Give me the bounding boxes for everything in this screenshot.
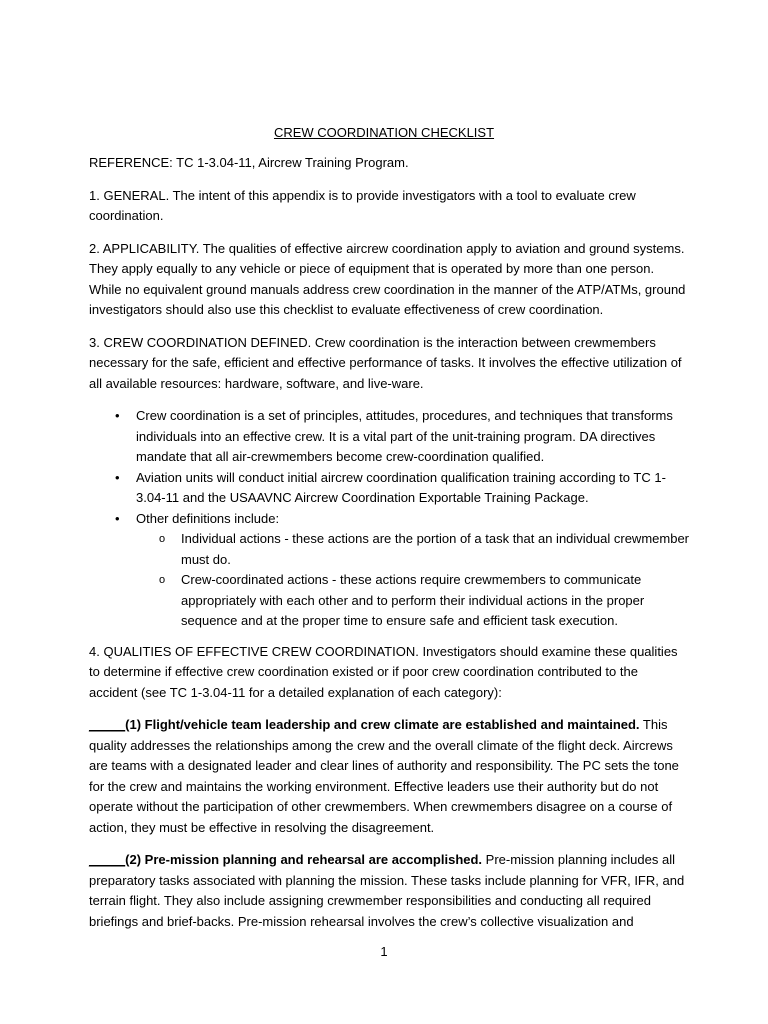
circle-bullet-icon: o (159, 574, 166, 586)
document-title: CREW COORDINATION CHECKLIST (273, 125, 495, 140)
document-body (89, 153, 689, 944)
list-item (89, 468, 689, 509)
definition-paragraph: 3. CREW COORDINATION DEFINED. Crew coordination is the interaction between crewmembers necessary for the safe, efficient and effective performance of tasks. It involves the effective utilization of all available resources: hardware, software, and live-ware. (89, 334, 682, 391)
checkbox-blank: _____ (89, 717, 126, 732)
checklist-item (89, 715, 689, 838)
checklist-item-heading: (1) Flight/vehicle team leadership and crew climate are established and maintained. (125, 717, 640, 732)
bullet-text: Other definitions include: (136, 510, 280, 526)
circle-bullet-icon: o (159, 533, 166, 545)
bullet-icon: • (115, 469, 120, 485)
definition-bullet-list (89, 406, 689, 632)
reference-paragraph: REFERENCE: TC 1-3.04-11, Aircrew Training Program. (89, 155, 409, 170)
checklist-item-text: This quality addresses the relationships among the crew and the overall climate of the flight deck. Aircrews are teams with a designated leader and clear lines of authority and responsibility. The PC sets the tone for the crew and maintains the working environment. Effective leaders use their authority but do not operate without the participation of other crewmembers. When crewmembers disagree on a course of action, they must be effective in resolving the disagreement. (89, 717, 679, 835)
checklist-item-heading: (2) Pre-mission planning and rehearsal are accomplished. (125, 852, 483, 867)
bullet-text: Aviation units will conduct initial aircrew coordination qualification training according to TC 1-3.04-11 and the USAAVNC Aircrew Coordination Exportable Training Package. (136, 469, 666, 505)
qualities-paragraph: 4. QUALITIES OF EFFECTIVE CREW COORDINATION. Investigators should examine these qualities to determine if effective crew coordination existed or if poor crew coordination contributed to the accident (see TC 1-3.04-11 for a detailed explanation of each category): (89, 643, 678, 700)
list-item (89, 509, 689, 632)
checklist-item-text: Pre-mission planning includes all preparatory tasks associated with planning the mission. These tasks include planning for VFR, IFR, and terrain flight. They also include assigning crewmember responsibilities and conducting all required briefings and brief-backs. Pre-mission rehearsal involves the crew’s collective visualization and (89, 852, 685, 929)
bullet-text: Crew coordination is a set of principles, attitudes, procedures, and techniques that transforms individuals into an effective crew. It is a vital part of the unit-training program. DA directives mandate that all air-crewmembers become crew-coordination qualified. (136, 408, 673, 464)
sub-bullet-list (136, 529, 689, 632)
applicability-paragraph: 2. APPLICABILITY. The qualities of effective aircrew coordination apply to aviation and ground systems. They apply equally to any vehicle or piece of equipment that is operated by more than one person. While no equivalent ground manuals address crew coordination in the manner of the ATP/ATMs, ground investigators should also use this checklist to evaluate effectiveness of crew coordination. (89, 240, 686, 317)
sub-bullet-text: Individual actions - these actions are the portion of a task that an individual crewmember must do. (181, 531, 689, 567)
bullet-icon: • (115, 408, 120, 423)
list-item (136, 529, 689, 570)
sub-bullet-text: Crew-coordinated actions - these actions require crewmembers to communicate appropriately with each other and to perform their individual actions in the proper sequence and at the proper time to ensure safe and efficient task execution. (181, 572, 645, 628)
page-number: 1 (380, 944, 388, 959)
list-item (136, 570, 689, 632)
checklist-item (89, 850, 689, 932)
checkbox-blank: _____ (89, 852, 126, 867)
general-paragraph: 1. GENERAL. The intent of this appendix is to provide investigators with a tool to evaluate crew coordination. (89, 187, 636, 223)
bullet-icon: • (115, 510, 120, 526)
list-item (89, 406, 689, 468)
